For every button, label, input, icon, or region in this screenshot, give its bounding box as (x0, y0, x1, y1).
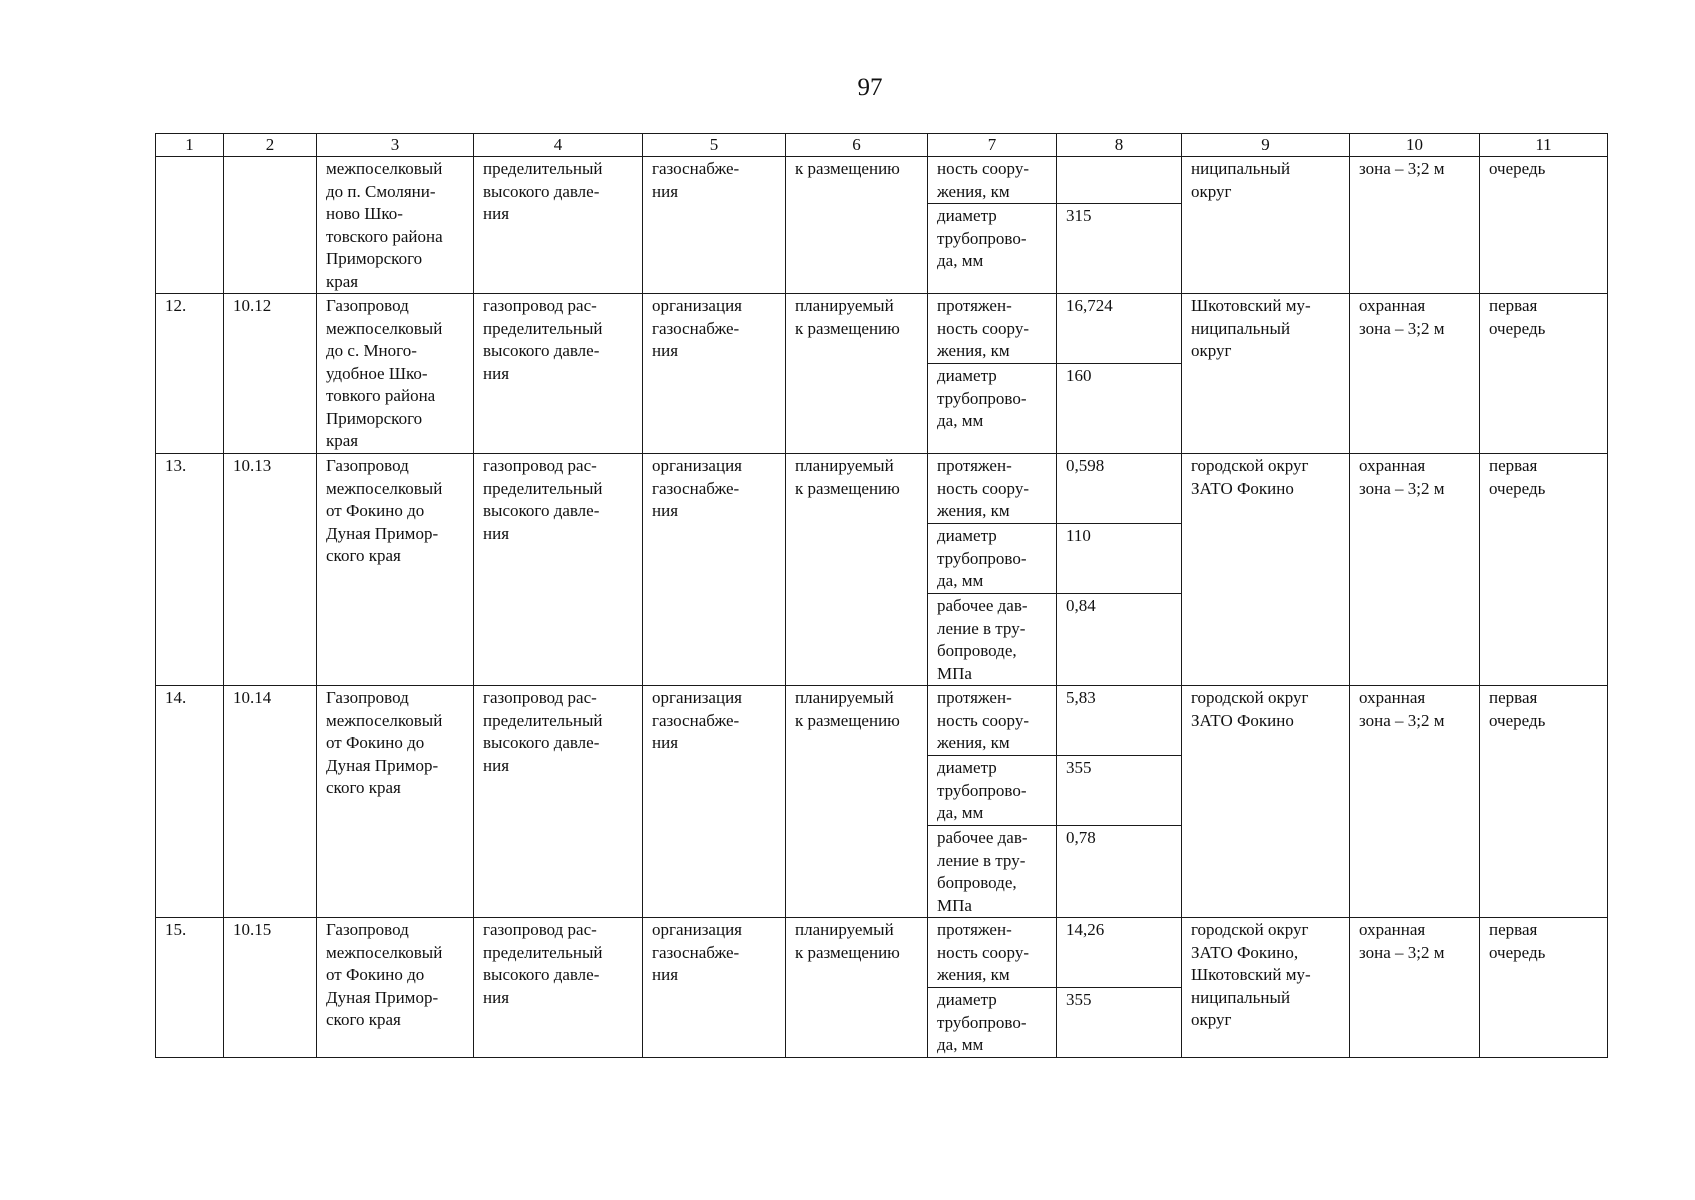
object-name: Газопровод межпоселковый от Фокино до Дуная Примор- ского края (317, 918, 474, 1058)
object-status: к размещению (786, 157, 928, 294)
param-value: 160 (1057, 364, 1182, 454)
table-row (156, 918, 1608, 988)
implementation-stage: первая очередь (1480, 454, 1608, 686)
row-code: 10.15 (224, 918, 317, 1058)
object-location: Шкотовский му- ниципальный округ (1182, 294, 1350, 454)
column-number: 1 (156, 134, 224, 157)
column-number: 9 (1182, 134, 1350, 157)
object-status: планируемый к размещению (786, 294, 928, 454)
row-number: 13. (156, 454, 224, 686)
row-code (224, 157, 317, 294)
implementation-stage: первая очередь (1480, 686, 1608, 918)
column-number: 3 (317, 134, 474, 157)
param-value: 355 (1057, 756, 1182, 826)
column-number: 4 (474, 134, 643, 157)
object-type: газопровод рас- пределительный высокого давле- ния (474, 454, 643, 686)
param-label: ность соору- жения, км (928, 157, 1057, 204)
object-purpose: организация газоснабже- ния (643, 294, 786, 454)
param-value (1057, 157, 1182, 204)
column-number: 10 (1350, 134, 1480, 157)
table-row (156, 157, 1608, 204)
implementation-stage: первая очередь (1480, 918, 1608, 1058)
row-code: 10.12 (224, 294, 317, 454)
row-code: 10.13 (224, 454, 317, 686)
column-number: 8 (1057, 134, 1182, 157)
table-row (156, 294, 1608, 364)
object-purpose: организация газоснабже- ния (643, 454, 786, 686)
object-type: газопровод рас- пределительный высокого давле- ния (474, 294, 643, 454)
column-number-row (156, 134, 1608, 157)
object-name: Газопровод межпоселковый от Фокино до Дуная Примор- ского края (317, 454, 474, 686)
object-location: ниципальный округ (1182, 157, 1350, 294)
table-row (156, 454, 1608, 524)
param-value: 110 (1057, 524, 1182, 594)
row-number: 12. (156, 294, 224, 454)
row-code: 10.14 (224, 686, 317, 918)
object-purpose: организация газоснабже- ния (643, 686, 786, 918)
param-value: 0,598 (1057, 454, 1182, 524)
param-label: протяжен- ность соору- жения, км (928, 686, 1057, 756)
implementation-stage: очередь (1480, 157, 1608, 294)
column-number: 11 (1480, 134, 1608, 157)
param-value: 0,84 (1057, 594, 1182, 686)
object-status: планируемый к размещению (786, 454, 928, 686)
param-label: диаметр трубопрово- да, мм (928, 524, 1057, 594)
param-label: рабочее дав- ление в тру- бопроводе, МПа (928, 826, 1057, 918)
param-value: 0,78 (1057, 826, 1182, 918)
protection-zone: зона – 3;2 м (1350, 157, 1480, 294)
param-value: 14,26 (1057, 918, 1182, 988)
column-number: 5 (643, 134, 786, 157)
object-type: пределительный высокого давле- ния (474, 157, 643, 294)
protection-zone: охранная зона – 3;2 м (1350, 686, 1480, 918)
protection-zone: охранная зона – 3;2 м (1350, 454, 1480, 686)
param-value: 315 (1057, 204, 1182, 294)
column-number: 7 (928, 134, 1057, 157)
param-label: диаметр трубопрово- да, мм (928, 756, 1057, 826)
object-type: газопровод рас- пределительный высокого давле- ния (474, 686, 643, 918)
column-number: 2 (224, 134, 317, 157)
param-value: 355 (1057, 988, 1182, 1058)
param-label: диаметр трубопрово- да, мм (928, 204, 1057, 294)
page-number: 97 (857, 74, 883, 101)
registry-table (155, 133, 1608, 1058)
param-value: 16,724 (1057, 294, 1182, 364)
object-name: Газопровод межпоселковый от Фокино до Дуная Примор- ского края (317, 686, 474, 918)
object-type: газопровод рас- пределительный высокого давле- ния (474, 918, 643, 1058)
implementation-stage: первая очередь (1480, 294, 1608, 454)
row-number: 14. (156, 686, 224, 918)
param-label: протяжен- ность соору- жения, км (928, 294, 1057, 364)
object-status: планируемый к размещению (786, 918, 928, 1058)
param-value: 5,83 (1057, 686, 1182, 756)
object-name: Газопровод межпоселковый до с. Много- удобное Шко- товкого района Приморского края (317, 294, 474, 454)
object-purpose: газоснабже- ния (643, 157, 786, 294)
row-number: 15. (156, 918, 224, 1058)
object-status: планируемый к размещению (786, 686, 928, 918)
column-number: 6 (786, 134, 928, 157)
object-location: городской округ ЗАТО Фокино (1182, 454, 1350, 686)
param-label: протяжен- ность соору- жения, км (928, 918, 1057, 988)
param-label: протяжен- ность соору- жения, км (928, 454, 1057, 524)
protection-zone: охранная зона – 3;2 м (1350, 918, 1480, 1058)
param-label: диаметр трубопрово- да, мм (928, 988, 1057, 1058)
param-label: рабочее дав- ление в тру- бопроводе, МПа (928, 594, 1057, 686)
object-name: межпоселковый до п. Смоляни- ново Шко- товского района Приморского края (317, 157, 474, 294)
protection-zone: охранная зона – 3;2 м (1350, 294, 1480, 454)
table-row (156, 686, 1608, 756)
object-location: городской округ ЗАТО Фокино (1182, 686, 1350, 918)
param-label: диаметр трубопрово- да, мм (928, 364, 1057, 454)
object-location: городской округ ЗАТО Фокино, Шкотовский му- ниципальный округ (1182, 918, 1350, 1058)
object-purpose: организация газоснабже- ния (643, 918, 786, 1058)
row-number (156, 157, 224, 294)
